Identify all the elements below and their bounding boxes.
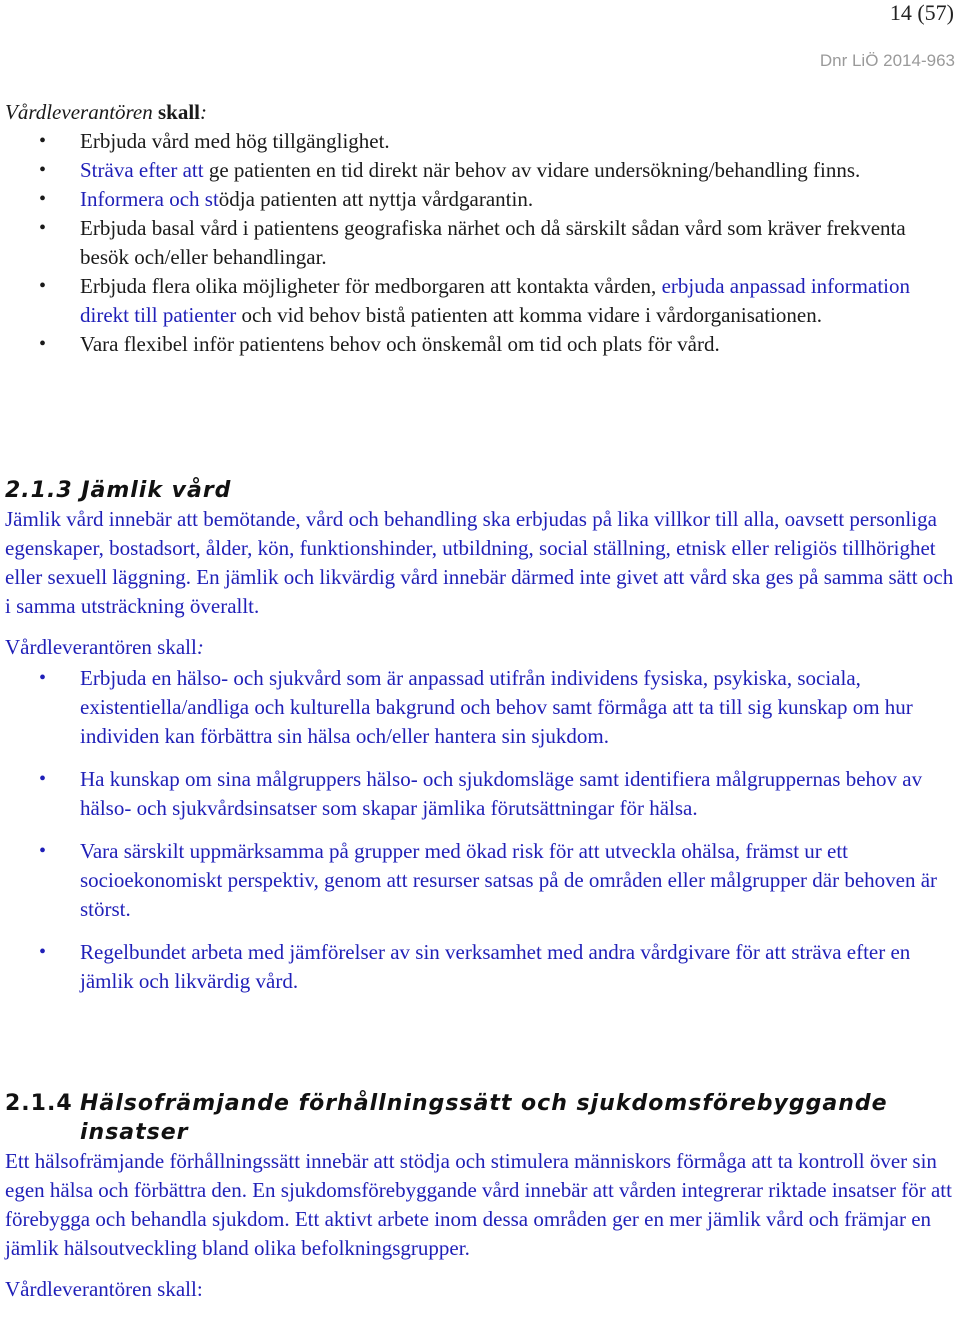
list-item: • Erbjuda basal vård i patientens geografiska närhet och då särskilt sådan vård som kräver frekventa besök och/eller behandlingar.	[5, 214, 955, 272]
section-paragraph: Ett hälsofrämjande förhållningssätt innebär att stödja och stimulera människors förmåga att ta kontroll över sin egen hälsa och förbättra den. En sjukdomsförebyggande vård innebär att vården integrerar riktade insatser för att förebygga och behandla sjukdom. Ett aktivt arbete inom dessa områden ger en mer jämlik vård och främjar en jämlik hälsoutveckling bland olika befolkningsgrupper.	[5, 1149, 952, 1260]
list-item: • Informera och stödja patienten att nyttja vårdgarantin.	[5, 185, 955, 214]
list-item: • Erbjuda flera olika möjligheter för medborgaren att kontakta vården, erbjuda anpassad information direkt till patienter och vid behov bistå patienten att komma vidare i vårdorganisationen.	[5, 272, 955, 330]
list-item: • Erbjuda vård med hög tillgänglighet.	[5, 127, 955, 156]
list-item: • Vara flexibel inför patientens behov och önskemål om tid och plats för vård.	[5, 330, 955, 359]
section-heading: 2.1.4 Hälsofrämjande förhållningssätt och sjukdomsförebyggande insatser	[5, 1091, 888, 1145]
list-item: • Ha kunskap om sina målgruppers hälso- och sjukdomsläge samt identifiera målgruppernas behov av hälso- och sjukvårdsinsatser som skapar jämlika förutsättningar för hälsa.	[5, 765, 955, 823]
requirements-list	[5, 664, 955, 996]
list-item: • Sträva efter att ge patienten en tid direkt när behov av vidare undersökning/behandling finns.	[5, 156, 955, 185]
requirements-lead: Vårdleverantören skall:	[5, 100, 208, 124]
section-accessibility-requirements	[5, 98, 955, 359]
requirements-list	[5, 127, 955, 359]
page-number: 14 (57)	[889, 0, 954, 25]
document-reference: Dnr LiÖ 2014-963	[819, 51, 955, 70]
requirements-lead: Vårdleverantören skall:	[5, 1277, 203, 1301]
requirements-lead: Vårdleverantören skall:	[5, 635, 204, 659]
section-heading: 2.1.3 Jämlik vård	[5, 478, 232, 503]
list-item: • Vara särskilt uppmärksamma på grupper med ökad risk för att utveckla ohälsa, främst ur ett socioekonomiskt perspektiv, genom att resurser satsas på de områden eller målgrupper där behoven är störst.	[5, 837, 955, 924]
section-paragraph: Jämlik vård innebär att bemötande, vård och behandling ska erbjudas på lika villkor till alla, oavsett personliga egenskaper, bostadsort, ålder, kön, funktionshinder, utbildning, social ställning, etnisk eller religiös tillhörighet eller sexuell läggning. En jämlik och likvärdig vård innebär därmed inte givet att vård ska ges på samma sätt och i samma utsträckning överallt.	[5, 507, 954, 618]
section-health-promotion	[5, 1089, 955, 1304]
list-item: • Regelbundet arbeta med jämförelser av sin verksamhet med andra vårdgivare för att sträva efter en jämlik och likvärdig vård.	[5, 938, 955, 996]
section-equal-care	[5, 476, 955, 1010]
list-item: • Erbjuda en hälso- och sjukvård som är anpassad utifrån individens fysiska, psykiska, sociala, existentiella/andliga och kulturella bakgrund och behov samt förmåga att ta till sig kunskap om hur individen kan förbättra sin hälsa och/eller hantera sin sjukdom.	[5, 664, 955, 751]
